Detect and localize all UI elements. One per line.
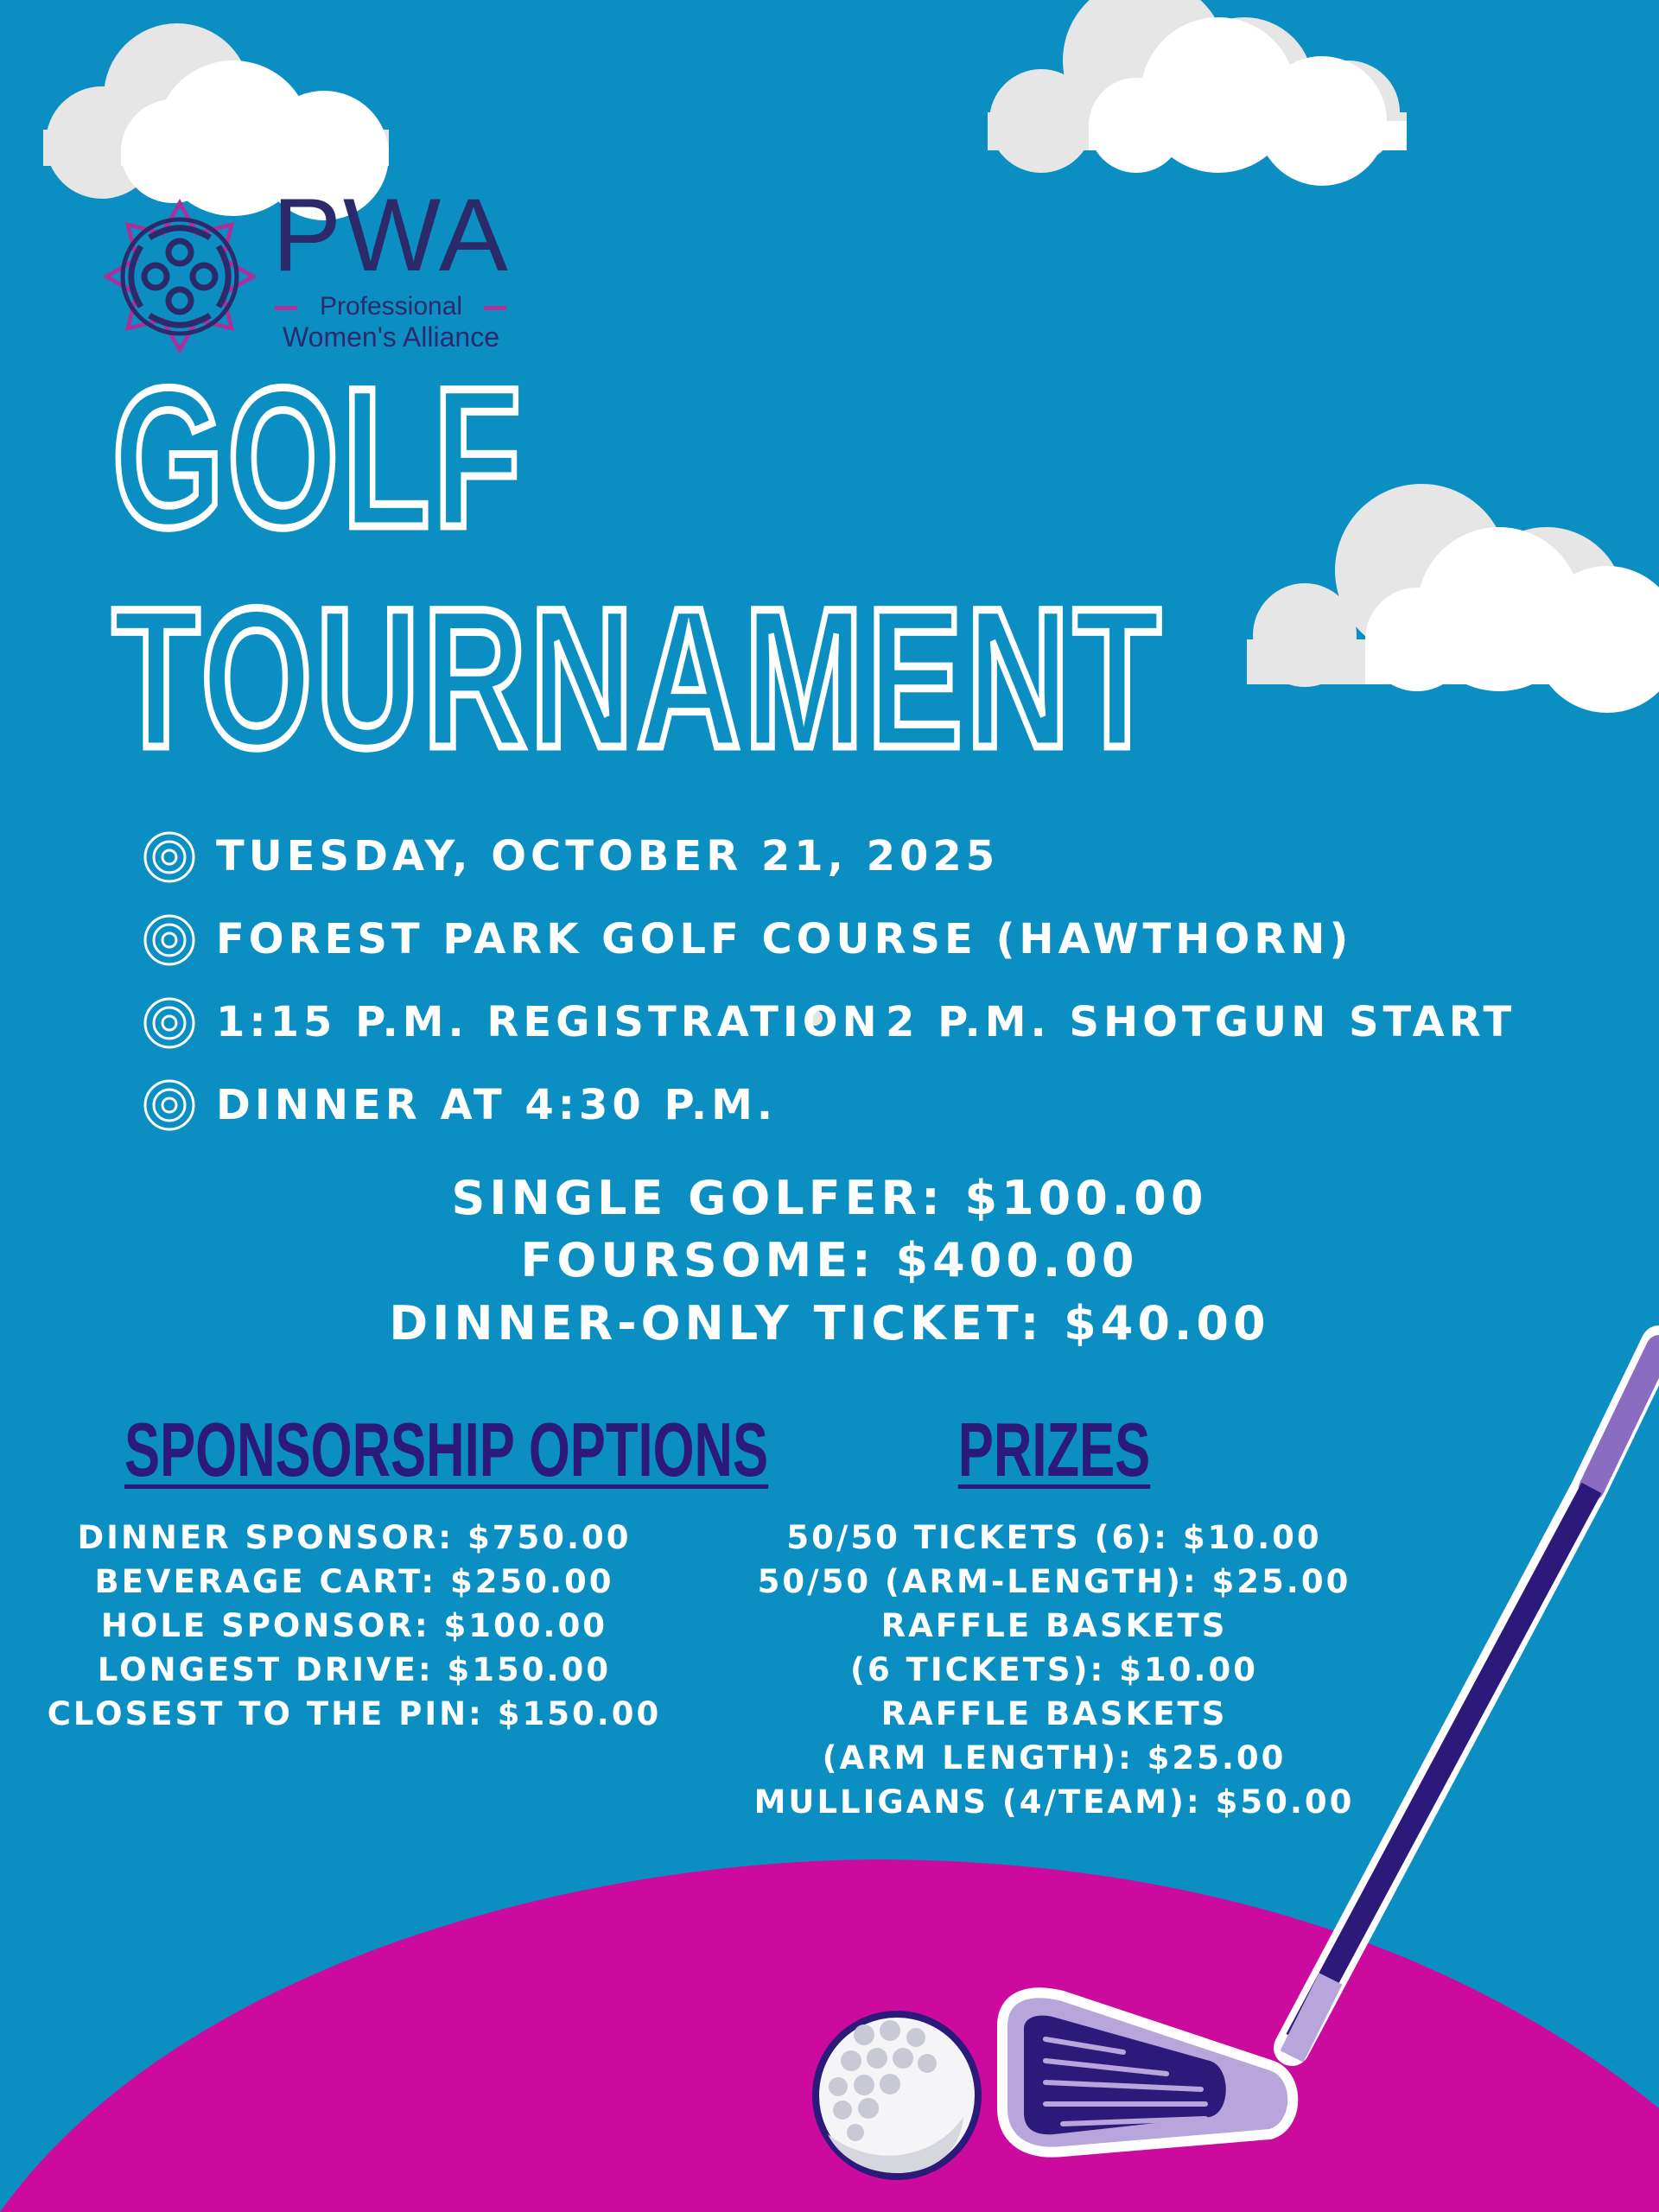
price-single: SINGLE GOLFER: $100.00 (451, 1171, 1208, 1225)
bullet-ornament-icon (143, 830, 196, 884)
cloud-icon (1247, 484, 1659, 713)
bullet-ornament-icon (143, 913, 196, 967)
event-registration-time: 1:15 P.M. REGISTRATION (216, 998, 881, 1046)
title-line2: TOURNAMENT (112, 567, 1165, 789)
list-item: CLOSEST TO THE PIN: $150.00 (47, 1695, 662, 1732)
prizes-heading: PRIZES (957, 1407, 1151, 1492)
event-location: FOREST PARK GOLF COURSE (HAWTHORN) (216, 915, 1353, 963)
prizes-list (709, 1516, 1400, 1824)
bullet-ornament-icon (143, 996, 196, 1050)
green-hill (0, 1859, 1659, 2212)
list-item: DINNER SPONSOR: $750.00 (77, 1519, 632, 1556)
logo-subtitle-line1: Professional (319, 292, 463, 321)
list-item: HOLE SPONSOR: $100.00 (100, 1607, 608, 1644)
event-start-time: 2 P.M. SHOTGUN START (886, 998, 1516, 1046)
logo-subtitle-line2: Women's Alliance (283, 321, 499, 353)
logo-name: PWA (272, 177, 510, 293)
price-dinner-only: DINNER-ONLY TICKET: $40.00 (389, 1296, 1270, 1351)
title-line1: GOLF (112, 346, 525, 569)
sponsorship-heading: SPONSORSHIP OPTIONS (124, 1407, 769, 1492)
cloud-icon (988, 0, 1407, 186)
sponsorship-list (26, 1516, 683, 1736)
event-date: TUESDAY, OCTOBER 21, 2025 (216, 832, 1000, 880)
list-item: RAFFLE BASKETS (880, 1607, 1228, 1644)
list-item: 50/50 TICKETS (6): $10.00 (786, 1519, 1322, 1556)
list-item: MULLIGANS (4/TEAM): $50.00 (753, 1783, 1355, 1821)
price-foursome: FOURSOME: $400.00 (520, 1233, 1139, 1287)
golf-ball-icon (812, 2011, 982, 2180)
list-item: (6 TICKETS): $10.00 (850, 1651, 1258, 1688)
list-item: BEVERAGE CART: $250.00 (94, 1563, 614, 1600)
list-item: LONGEST DRIVE: $150.00 (97, 1651, 612, 1688)
list-item: RAFFLE BASKETS (880, 1695, 1228, 1732)
list-item: 50/50 (ARM-LENGTH): $25.00 (757, 1563, 1351, 1600)
list-item: (ARM LENGTH): $25.00 (822, 1739, 1287, 1777)
bullet-ornament-icon (143, 1078, 196, 1132)
pwa-logo-emblem-icon (106, 203, 253, 350)
event-dinner-time: DINNER AT 4:30 P.M. (216, 1081, 778, 1129)
